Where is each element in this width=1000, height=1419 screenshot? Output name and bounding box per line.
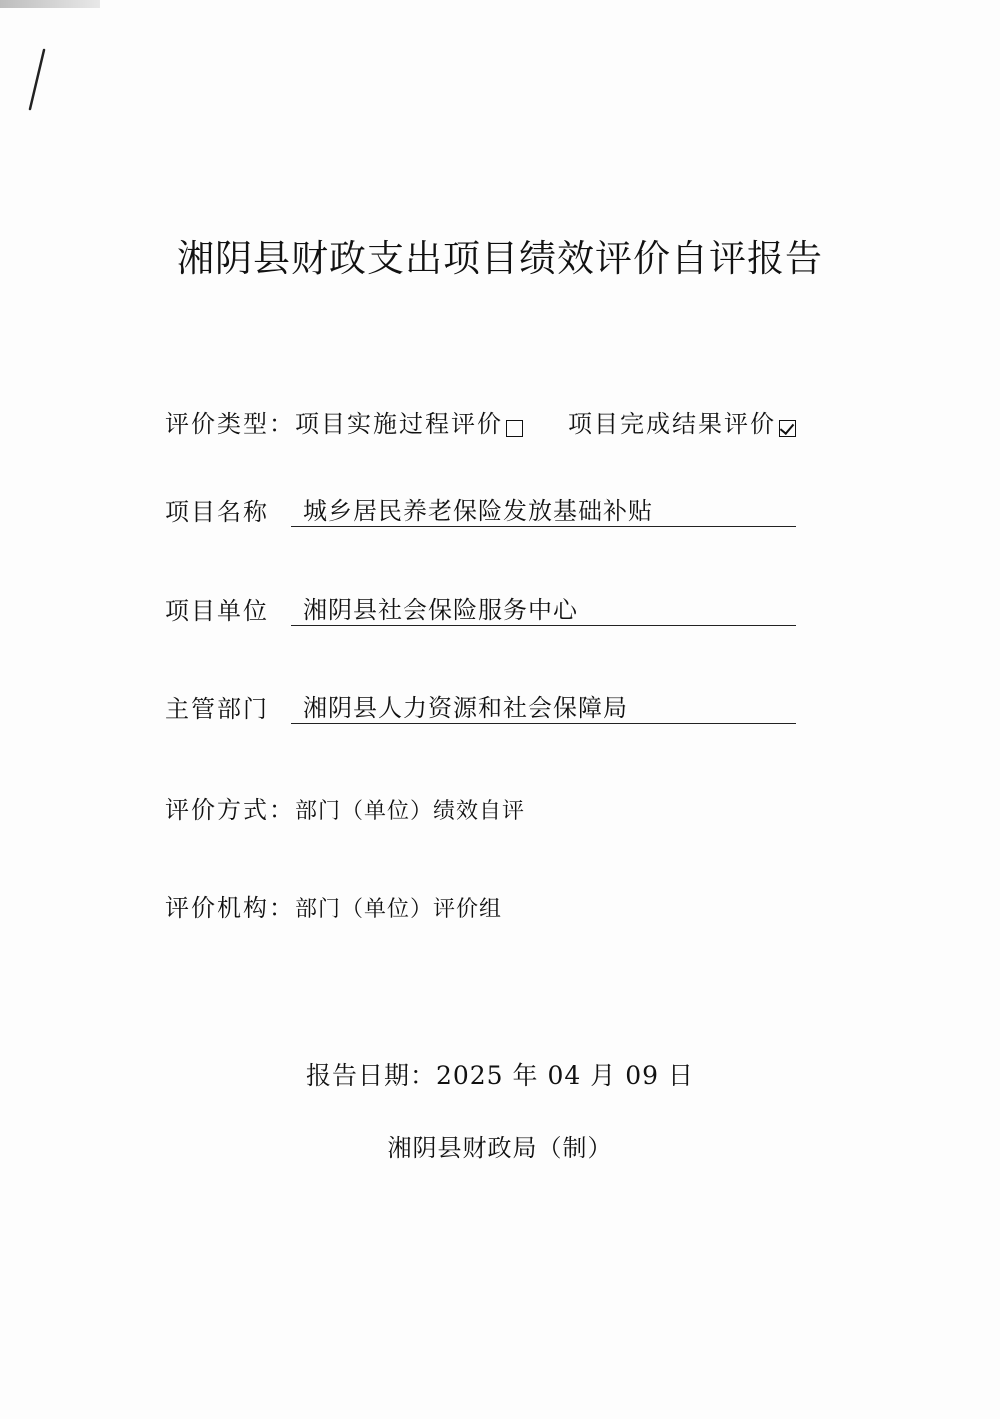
- supervisor-label: 主管部门: [165, 695, 269, 723]
- report-date-year: 2025: [435, 1061, 504, 1090]
- project-unit-field: 湘阴县社会保险服务中心: [291, 595, 796, 626]
- report-date-month-unit: 月: [590, 1061, 617, 1090]
- report-date-month: 04: [547, 1061, 582, 1090]
- pen-stroke-mark: [24, 45, 54, 115]
- report-date-year-unit: 年: [512, 1061, 539, 1090]
- issuer: 湘阴县财政局（制）: [387, 1134, 613, 1162]
- scan-corner-mark: [0, 0, 100, 8]
- eval-type-result-label: 项目完成结果评价: [568, 410, 776, 438]
- report-date-label: 报告日期：: [305, 1061, 436, 1090]
- eval-method-row: [165, 790, 525, 825]
- eval-type-process-label: 项目实施过程评价: [295, 410, 503, 438]
- supervisor-row: [165, 689, 796, 724]
- report-date-day: 09: [625, 1061, 660, 1090]
- eval-org-value: 部门（单位）评价组: [295, 897, 503, 922]
- eval-type-label: 评价类型：: [165, 410, 295, 438]
- report-date: [0, 1056, 1000, 1092]
- eval-type-row: [165, 404, 796, 439]
- eval-type-result-checkbox[interactable]: [779, 420, 796, 437]
- project-name-row: [165, 492, 796, 527]
- supervisor-field: 湘阴县人力资源和社会保障局: [291, 693, 796, 724]
- eval-method-value: 部门（单位）绩效自评: [295, 799, 526, 824]
- project-unit-row: [165, 591, 796, 626]
- project-unit-label: 项目单位: [165, 597, 269, 625]
- project-name-field: 城乡居民养老保险发放基础补贴: [291, 496, 796, 527]
- document-title: 湘阴县财政支出项目绩效评价自评报告: [177, 237, 823, 280]
- project-name-label: 项目名称: [165, 498, 269, 526]
- eval-org-label: 评价机构：: [165, 894, 295, 922]
- report-date-day-unit: 日: [668, 1061, 695, 1090]
- eval-method-label: 评价方式：: [165, 796, 295, 824]
- eval-type-process-checkbox[interactable]: [506, 420, 523, 437]
- eval-org-row: [165, 888, 502, 923]
